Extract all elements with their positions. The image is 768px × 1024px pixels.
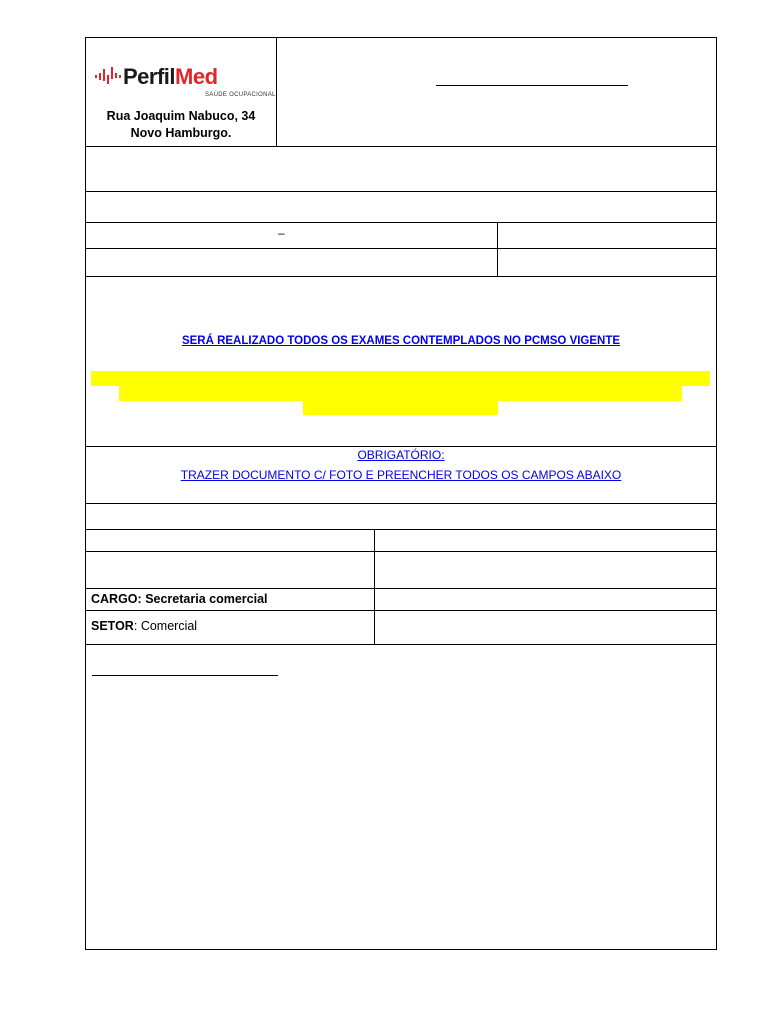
- highlight-band: [303, 401, 498, 415]
- cargo-field: [91, 592, 268, 606]
- mandatory-title: OBRIGATÓRIO:: [357, 448, 445, 462]
- dash-separator: –: [278, 226, 285, 240]
- setor-field: [91, 619, 197, 633]
- row-divider: [85, 503, 717, 504]
- mandatory-instructions: TRAZER DOCUMENTO C/ FOTO E PREENCHER TODOS OS CAMPOS ABAIXO: [180, 468, 622, 482]
- row-divider: [85, 222, 717, 223]
- pulse-icon: [95, 66, 123, 86]
- logo-brand-part1: Perfil: [123, 64, 176, 89]
- row-divider: [85, 644, 717, 645]
- column-divider: [374, 529, 375, 644]
- cargo-value: Secretaria comercial: [145, 592, 268, 606]
- row-divider: [85, 191, 717, 192]
- signature-line: [436, 85, 628, 86]
- row-divider: [85, 588, 717, 589]
- setor-value: Comercial: [140, 619, 198, 633]
- setor-separator: :: [133, 619, 138, 633]
- signature-underline: [92, 675, 278, 676]
- highlight-band: [91, 371, 710, 386]
- highlight-band: [119, 386, 682, 401]
- header-column-divider: [276, 37, 277, 146]
- cargo-label: CARGO:: [91, 592, 142, 606]
- form-frame: [85, 37, 717, 950]
- row-divider: [85, 276, 717, 277]
- column-divider: [497, 222, 498, 276]
- row-divider: [85, 529, 717, 530]
- row-divider: [85, 146, 717, 147]
- row-divider: [85, 248, 717, 249]
- address-line-1: Rua Joaquim Nabuco, 34: [106, 109, 256, 123]
- setor-label: SETOR: [91, 619, 134, 633]
- logo-brand-part2: Med: [175, 64, 218, 89]
- address-line-2: Novo Hamburgo.: [130, 126, 232, 140]
- logo-tagline: SAÚDE OCUPACIONAL: [205, 92, 276, 98]
- row-divider: [85, 446, 717, 447]
- pcmso-notice: SERÁ REALIZADO TODOS OS EXAMES CONTEMPLADOS NO PCMSO VIGENTE: [181, 335, 621, 347]
- perfilmed-logo: [95, 64, 276, 104]
- logo-wordmark: [123, 64, 218, 90]
- row-divider: [85, 551, 717, 552]
- company-address: [86, 108, 276, 142]
- row-divider: [85, 610, 717, 611]
